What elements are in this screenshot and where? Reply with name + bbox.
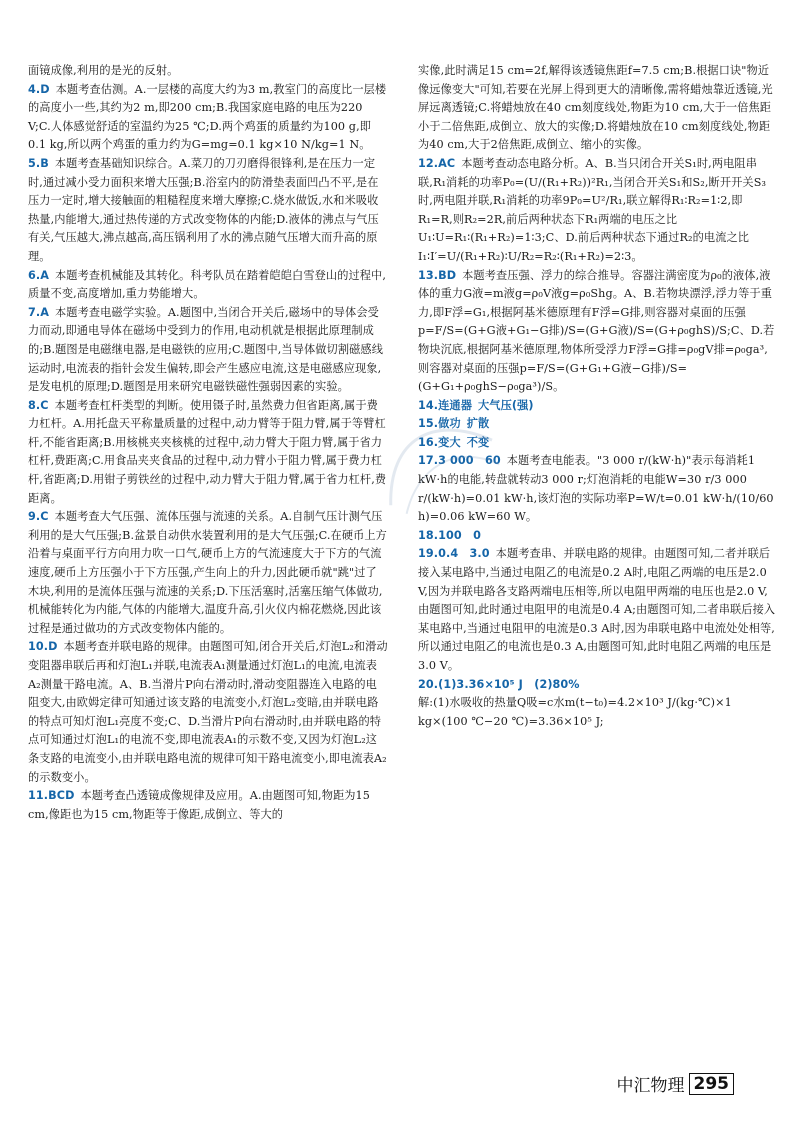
answer-key: C [40,398,49,412]
answer-key: (1)3.36×10⁵ J (2)80% [438,677,580,691]
answer-item [418,676,776,695]
question-number: 12. [418,156,439,170]
answer-key: C [40,510,49,524]
answer-key: 100 0 [438,528,481,542]
answer-item [418,545,776,675]
question-number: 16. [418,435,439,449]
answer-key: BCD [48,789,75,803]
answer-text: 本题考查电磁学实验。A.题图中,当闭合开关后,磁场中的导体会受力而动,即通电导体在磁场中受到力的作用,电动机就是根据此原理制成的;B.题图是电磁继电器,是电磁铁的应用;C.题图中,当导体做切割磁感线运动时,电流表的指针会发生偏转,即会产生感应电流,这是电磁感应现象,是发电机的原理;D.题图是用来研究电磁铁磁性强弱因素的实验。 [28,305,383,394]
answer-text: 本题考查机械能及其转化。科考队员在踏着皑皑白雪登山的过程中,质量不变,高度增加,重力势能增大。 [28,268,386,301]
brand-label: 中汇物理 [616,1076,685,1096]
answer-item [28,267,388,304]
answer-key: 0.4 3.0 [438,547,490,561]
page-footer [617,1071,735,1096]
answer-key: A [40,268,49,282]
answer-item [28,638,388,787]
answer-item [418,527,776,546]
answer-item [28,508,388,638]
answer-key: 3 000 60 [438,454,501,468]
answer-item [418,694,776,731]
question-number: 10. [28,640,49,654]
answer-key: 变大 [438,435,461,449]
question-number: 15. [418,417,439,431]
answer-key-2: 不变 [466,435,490,449]
answer-text: 面镜成像,利用的是光的反射。 [28,64,179,77]
answer-key: D [48,640,58,654]
answer-item [28,304,388,397]
answer-text: 本题考查大气压强、流体压强与流速的关系。A.自制气压计测气压利用的是大气压强;B.盆景自动供水装置利用的是大气压强;C.在硬币上方沿着与桌面平行方向用力吹一口气,硬币上方的气流速度大于下方的气流速度,硬币上方压强小于下方压强,产生向上的升力,因此硬币就"跳"过了木块,利用的是流体压强与流速的关系;D.下压活塞时,活塞压缩气体做功,机械能转化为内能,气体的内能增大,温度升高,引火仪内棉花燃烧,因此该过程是通过做功的方式改变物体内能的。 [28,510,387,635]
answer-text: 本题考查串、并联电路的规律。由题图可知,二者并联后接入某电路中,当通过电阻乙的电流是0.2 A时,电阻乙两端的电压是2.0 V,因为并联电路各支路两端电压相等,所以电阻甲两端的电压也是2.0 V,由题图可知,此时通过电阻甲的电流是0.4 A;由题图可知,二者串联后接入某电路中,当通过电阻甲的电流是0.3 A时,因为串联电路中电流处处相等,所以通过电阻乙的电流也是0.3 A,由题图可知,此时电阻乙两端的电压是3.0 V。 [418,547,776,672]
answer-item [28,397,388,509]
answer-key: B [40,156,49,170]
answer-text: 本题考查压强、浮力的综合推导。容器注满密度为ρ₀的液体,液体的重力G液=m液g=ρ₀V液g=ρ₀Shg。A、B.若物块漂浮,浮力等于重力,即F浮=G₁,根据阿基米德原理有F浮=G排,则容器对桌面的压强p=F/S=(G+G液+G₁−G排)/S=(G+G液)/S=(G+ρ₀ghS)/S;C、D.若物块沉底,根据阿基米德原理,物体所受浮力F浮=G排=ρ₀gV排=ρ₀ga³,则容器对桌面的压强p=F/S=(G+G₁+G液−G排)/S=(G+G₁+ρ₀ghS−ρ₀ga³)/S。 [418,268,775,394]
question-number: 5. [28,156,41,170]
answer-key: BD [438,268,457,282]
question-number: 14. [418,398,439,412]
answer-key-2: 大气压(强) [478,398,534,412]
question-number: 19. [418,547,439,561]
answer-key: D [40,82,50,96]
question-number: 18. [418,528,439,542]
answer-key: 做功 [438,417,461,431]
answer-text: 实像,此时满足15 cm=2f,解得该透镜焦距f=7.5 cm;B.根据口诀"物近像远像变大"可知,若要在光屏上得到更大的清晰像,需将蜡烛靠近透镜,光屏远离透镜;C.将蜡烛放在40 cm刻度线处,物距为10 cm,大于一倍焦距小于二倍焦距,成倒立、放大的实像;D.将蜡烛放在10 cm刻度线处,物距为40 cm,大于2倍焦距,成倒立、缩小的实像。 [418,64,773,152]
answer-item [28,81,388,155]
question-number: 8. [28,398,41,412]
question-number: 13. [418,268,439,282]
question-number: 20. [418,677,439,691]
answer-text: 本题考查估测。A.一层楼的高度大约为3 m,教室门的高度比一层楼的高度小一些,其约为2 m,即200 cm;B.我国家庭电路的电压为220 V;C.人体感觉舒适的室温约为25 ℃;D.两个鸡蛋的质量约为100 g,即0.1 kg,所以两个鸡蛋的重力约为G=mg=0.1 kg×10 N/kg=1 N。 [28,82,387,152]
question-number: 6. [28,268,41,282]
answer-key: 连通器 [438,398,472,412]
answer-text: 解:(1)水吸收的热量Q吸=c水m(t−t₀)=4.2×10³ J/(kg·℃)×1 kg×(100 ℃−20 ℃)=3.36×10⁵ J; [418,696,732,728]
answer-item [28,787,388,824]
question-number: 9. [28,510,41,524]
question-number: 17. [418,454,439,468]
answer-item [28,155,388,267]
answer-item [418,62,776,155]
answer-text: 本题考查杠杆类型的判断。使用镊子时,虽然费力但省距离,属于费力杠杆。A.用托盘天平称量质量的过程中,动力臂等于阻力臂,属于等臂杠杆,不能省距离;B.用核桃夹夹核桃的过程中,动力臂大于阻力臂,属于省力杠杆,费距离;C.用食品夹夹食品的过程中,动力臂小于阻力臂,属于费力杠杆,省距离;D.用钳子剪铁丝的过程中,动力臂大于阻力臂,属于省力杠杆,费距离。 [28,398,387,505]
answer-key: AC [438,156,456,170]
page-number: 295 [689,1073,735,1095]
answer-text: 本题考查电能表。"3 000 r/(kW·h)"表示每消耗1 kW·h的电能,转盘就转动3 000 r;灯泡消耗的电能W=30 r/3 000 r/(kW·h)=0.01 kW·h,该灯泡的实际功率P=W/t=0.01 kW·h/(10/60 h)=0.06 kW=60 W。 [418,454,774,524]
answer-text: 本题考查基础知识综合。A.菜刀的刀刃磨得很锋利,是在压力一定时,通过减小受力面积来增大压强;B.浴室内的防滑垫表面凹凸不平,是在压力一定时,增大接触面的粗糙程度来增大摩擦;C.烧水做饭,水和米吸收热量,内能增大,通过热传递的方式改变物体的内能;D.液体的沸点与气压有关,气压越大,沸点越高,高压锅利用了水的沸点随气压增大而升高的原理。 [28,156,379,263]
question-number: 11. [28,789,49,803]
answer-item [418,267,776,397]
question-number: 7. [28,305,41,319]
answer-item [418,155,776,267]
left-column [28,62,388,824]
question-number: 4. [28,82,41,96]
answer-key: A [40,305,49,319]
answer-text: 本题考查动态电路分析。A、B.当只闭合开关S₁时,两电阻串联,R₁消耗的功率P₀=(U/(R₁+R₂))²R₁,当闭合开关S₁和S₂,断开开关S₃时,两电阻并联,R₁消耗的功率9P₀=U²/R₁,联立解得R₁∶R₂=1∶2,即R₁=R,则R₂=2R,前后两种状态下R₁两端的电压之比U₁∶U=R₁∶(R₁+R₂)=1∶3;C、D.前后两种状态下通过R₂的电流之比I₁∶I′=U/(R₁+R₂)∶U/R₂=R₂∶(R₁+R₂)=2∶3。 [418,156,767,263]
answer-text: 本题考查凸透镜成像规律及应用。A.由题图可知,物距为15 cm,像距也为15 cm,物距等于像距,成倒立、等大的 [28,789,370,821]
answer-key-2: 扩散 [466,417,490,431]
answer-item [28,62,388,81]
answer-text: 本题考查并联电路的规律。由题图可知,闭合开关后,灯泡L₂和滑动变阻器串联后再和灯泡L₁并联,电流表A₁测量通过灯泡L₁的电流,电流表A₂测量干路电流。A、B.当滑片P向右滑动时,滑动变阻器连入电路的电阻变大,由欧姆定律可知通过该支路的电流变小,灯泡L₂变暗,由并联电路的特点可知灯泡L₁亮度不变;C、D.当滑片P向右滑动时,由并联电路的特点可知通过灯泡L₁的电流不变,即电流表A₁的示数不变,又因为灯泡L₂这条支路的电流变小,由并联电路电流的规律可知干路电流变小,即电流表A₂的示数变小。 [28,640,388,784]
